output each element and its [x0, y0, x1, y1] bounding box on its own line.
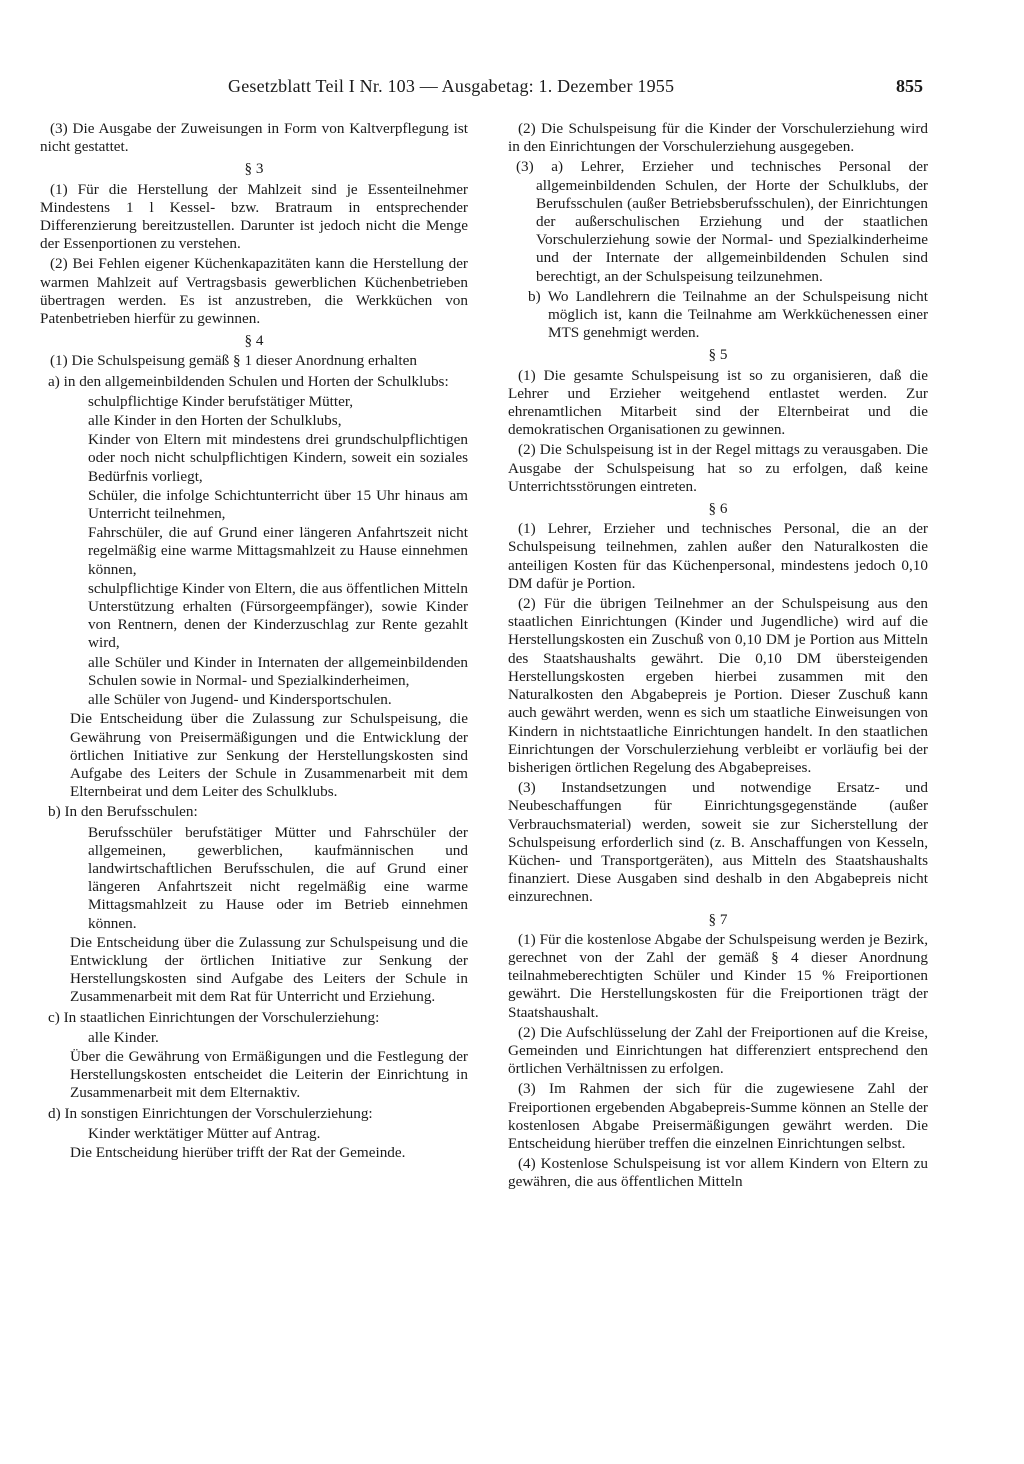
recipient-item: alle Schüler und Kinder in Internaten der allgemeinbildenden Schulen sowie in Normal- und Spezialkinderheimen, [88, 653, 468, 689]
paragraph: (2) Bei Fehlen eigener Küchenkapazitäten kann die Herstellung der warmen Mahlzeit auf Vertragsbasis gewerblichen Küchenbetrieben übertragen werden. Es ist anzustreben, die Werkküchen von Patenbetrieben hierfür zu gewinnen. [40, 255, 468, 328]
recipient-item: alle Kinder. [88, 1028, 159, 1046]
section-heading: § 5 [708, 346, 728, 364]
section-heading: § 3 [244, 160, 264, 178]
paragraph: (1) Für die kostenlose Abgabe der Schulspeisung werden je Bezirk, gerechnet von der Zahl der gemäß § 4 dieser Anordnung teilnahmeberechtigten Schüler und Kinder 15 % Freiportionen gewährt. Die Herstellungskosten für die Freiportionen trägt der Staatshaushalt. [508, 930, 928, 1021]
recipient-item: schulpflichtige Kinder von Eltern, die aus öffentlichen Mitteln Unterstützung erhalten (Fürsorgeempfänger), sowie Kinder von Rentnern, denen der Kinderzuschlag zur Rente gezahlt wird, [88, 579, 468, 652]
paragraph: (3) Instandsetzungen und notwendige Ersatz- und Neubeschaffungen für Einrichtungsgegenstände (außer Verbrauchsmaterial) werden, soweit sie zur Sicherstellung der Schulspeisung erforderlich sind (z. B. Anschaffungen von Kesseln, Küchen- und Transportgeräten), aus Mitteln des Staatshaushalts finanziert. Diese Ausgaben sind deshalb in den Abgabepreis nicht einzurechnen. [508, 779, 928, 906]
page-number: 855 [896, 76, 923, 96]
list-item-3b: b) Wo Landlehrern die Teilnahme an der Schulspeisung nicht möglich ist, kann die Teilnahme am Werkküchenessen einer MTS genehmigt werden. [528, 287, 928, 342]
recipient-item: alle Kinder in den Horten der Schulklubs, [88, 412, 342, 430]
list-item-d: d) In sonstigen Einrichtungen der Vorschulerziehung: [48, 1104, 373, 1122]
paragraph: (1) Die Schulspeisung gemäß § 1 dieser Anordnung erhalten [50, 352, 417, 370]
paragraph: (2) Für die übrigen Teilnehmer an der Schulspeisung aus den staatlichen Einrichtungen (Kinder und Jugendliche) wird auf die Herstellungskosten ein Zuschuß von 0,10 DM je Portion aus Mitteln des Staatshaushalts gewährt. Die 0,10 DM übersteigenden Herstellungskosten ergeben hierbei zusammen mit den Naturalkosten den Abgabepreis je Portion. Dieser Zuschuß kann auch gewährt werden, wenn es sich um staatliche Einweisungen von Kindern in nichtstaatliche Einrichtungen handelt. In den staatlichen Einrichtungen der Vorschulerziehung verbleibt er vorläufig bei der bisherigen örtlichen Regelung des Abgabepreises. [508, 595, 928, 776]
paragraph: (1) Für die Herstellung der Mahlzeit sind je Essenteilnehmer Mindestens 1 l Kessel- bzw. Bratraum in entsprechender Differenzierung bereitzustellen. Darunter ist jedoch nicht die Menge der Essenportionen zu verstehen. [40, 180, 468, 253]
paragraph: (2) Die Aufschlüsselung der Zahl der Freiportionen auf die Kreise, Gemeinden und Einrichtungen hat differenziert entsprechend den örtlichen Verhältnissen zu erfolgen. [508, 1023, 928, 1078]
paragraph: (3) Die Ausgabe der Zuweisungen in Form von Kaltverpflegung ist nicht gestattet. [40, 120, 468, 156]
list-item-b: b) In den Berufsschulen: [48, 803, 198, 821]
paragraph: (1) Lehrer, Erzieher und technisches Personal, die an der Schulspeisung teilnehmen, zahlen außer den Naturalkosten die anteiligen Kosten für das Küchenpersonal, mindestens jedoch 0,10 DM dafür je Portion. [508, 520, 928, 592]
section-heading: § 4 [244, 332, 264, 350]
list-item-a: a) in den allgemeinbildenden Schulen und Horten der Schulklubs: [48, 372, 449, 390]
decision-text: Die Entscheidung über die Zulassung zur Schulspeisung und die Entwicklung der örtlichen Initiative zur Senkung der Herstellungskosten sind Aufgabe des Leiters der Schule in Zusammenarbeit mit dem Rat für Unterricht und Erziehung. [70, 933, 468, 1006]
decision-text: Über die Gewährung von Ermäßigungen und die Festlegung der Herstellungskosten entscheidet die Leiterin der Einrichtung in Zusammenarbeit mit dem Elternaktiv. [70, 1047, 468, 1102]
list-item-3a: (3) a) Lehrer, Erzieher und technisches Personal der allgemeinbildenden Schulen, der Horte der Schulklubs, der Berufsschulen (außer Betriebsberufsschulen), der Einrichtungen der außerschulischen Erziehung und der staatlichen Vorschulerziehung sowie der Normal- und Spezialkinderheime und der Internate der allgemeinbildenden Schulen sind berechtigt, an der Schulspeisung teilzunehmen. [516, 158, 928, 285]
gazette-title: Gesetzblatt Teil I Nr. 103 — Ausgabetag: 1. Dezember 1955 [228, 76, 675, 96]
left-column [40, 120, 468, 1164]
decision-text: Die Entscheidung hierüber trifft der Rat der Gemeinde. [70, 1143, 406, 1161]
list-item-c: c) In staatlichen Einrichtungen der Vorschulerziehung: [48, 1008, 380, 1026]
paragraph: (2) Die Schulspeisung für die Kinder der Vorschulerziehung wird in den Einrichtungen der Vorschulerziehung ausgegeben. [508, 120, 928, 156]
right-column [508, 120, 928, 1194]
recipient-item: Berufsschüler berufstätiger Mütter und Fahrschüler der allgemeinen, gewerblichen, kaufmännischen und landwirtschaftlichen Berufsschulen, die auf Grund einer längeren Anfahrtszeit nicht regelmäßig eine warme Mittagsmahlzeit zu Hause oder im Betrieb einnehmen können. [88, 823, 468, 932]
section-heading: § 6 [708, 500, 728, 518]
paragraph: (4) Kostenlose Schulspeisung ist vor allem Kindern von Eltern zu gewähren, die aus öffentlichen Mitteln [508, 1155, 928, 1191]
recipient-item: schulpflichtige Kinder berufstätiger Mütter, [88, 392, 354, 410]
recipient-item: Schüler, die infolge Schichtunterricht über 15 Uhr hinaus am Unterricht teilnehmen, [88, 486, 468, 523]
decision-text: Die Entscheidung über die Zulassung zur Schulspeisung, die Gewährung von Preisermäßigungen und die Entwicklung der örtlichen Initiative zur Senkung der Herstellungskosten sind Aufgabe des Leiters der Schule in Zusammenarbeit mit dem Elternbeirat und dem Leiter des Schulklubs. [70, 710, 468, 801]
recipient-item: Kinder von Eltern mit mindestens drei grundschulpflichtigen oder noch nicht schulpflichtigen Kindern, soweit ein soziales Bedürfnis vorliegt, [88, 431, 468, 485]
page-header [0, 76, 1024, 100]
paragraph: (3) Im Rahmen der sich für die zugewiesene Zahl der Freiportionen ergebenden Abgabepreis-Summe können an Stelle der kostenlosen Abgabe Preisermäßigungen gewährt werden. Die Entscheidung hierüber treffen die einzelnen Einrichtungen selbst. [508, 1080, 928, 1152]
recipient-item: Fahrschüler, die auf Grund einer längeren Anfahrtszeit nicht regelmäßig eine warme Mittagsmahlzeit zu Hause einnehmen können, [88, 524, 468, 578]
recipient-item: alle Schüler von Jugend- und Kindersportschulen. [88, 691, 392, 709]
paragraph: (1) Die gesamte Schulspeisung ist so zu organisieren, daß die Lehrer und Erzieher weitgehend entlastet werden. Zur ehrenamtlichen Mitarbeit sind der Elternbeirat und die demokratischen Organisationen zu gewinnen. [508, 366, 928, 439]
paragraph: (2) Die Schulspeisung ist in der Regel mittags zu verausgaben. Die Ausgabe der Schulspeisung hat so zu erfolgen, daß keine Unterrichtsstörungen eintreten. [508, 441, 928, 495]
recipient-item: Kinder werktätiger Mütter auf Antrag. [88, 1124, 321, 1142]
section-heading: § 7 [708, 910, 728, 928]
